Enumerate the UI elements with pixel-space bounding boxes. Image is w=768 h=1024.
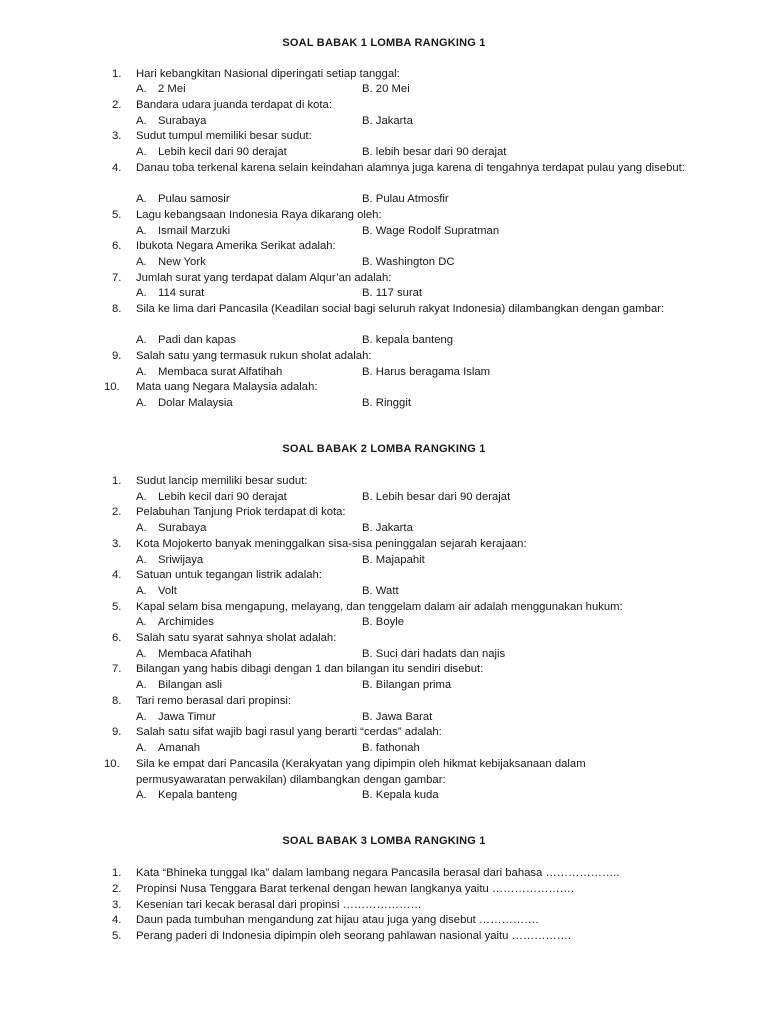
option-b: B. Jakarta	[362, 115, 413, 127]
option-a: Padi dan kapas	[158, 334, 236, 346]
option-b: B. Lebih besar dari 90 derajat	[362, 491, 511, 503]
question-text: Kapal selam bisa mengapung, melayang, dan tenggelam dalam air adalah menggunakan hukum:	[136, 601, 623, 613]
s1-options-9	[136, 365, 696, 381]
question-text: Salah satu syarat sahnya sholat adalah:	[136, 632, 337, 644]
question-number: 4.	[112, 914, 122, 926]
option-a: Pulau samosir	[158, 193, 230, 205]
question-text: Bilangan yang habis dibagi dengan 1 dan bilangan itu sendiri disebut:	[136, 663, 484, 675]
option-a-label: A.	[136, 742, 147, 754]
option-a-label: A.	[136, 83, 147, 95]
option-a: Surabaya	[158, 115, 207, 127]
option-b: B. Harus beragama Islam	[362, 366, 491, 378]
question-text: Danau toba terkenal karena selain keindahan alamnya juga karena di tengahnya terdapat pulau yang disebut:	[136, 162, 685, 174]
question-text: Mata uang Negara Malaysia adalah:	[136, 381, 318, 393]
option-a: New York	[158, 256, 206, 268]
question-text: Sila ke lima dari Pancasila (Keadilan social bagi seluruh rakyat Indonesia) dilambangkan dengan gambar:	[136, 303, 665, 315]
option-b: B. Wage Rodolf Supratman	[362, 225, 500, 237]
question-number: 7.	[112, 663, 122, 675]
option-a-label: A.	[136, 193, 147, 205]
question-number: 2.	[112, 99, 122, 111]
option-a-label: A.	[136, 225, 147, 237]
option-a: Bilangan asli	[158, 679, 223, 691]
question-text: Hari kebangkitan Nasional diperingati setiap tanggal:	[136, 68, 400, 80]
s1-options-7	[136, 286, 696, 302]
option-b: B. kepala banteng	[362, 334, 454, 346]
option-a-label: A.	[136, 554, 147, 566]
question-text: Perang paderi di Indonesia dipimpin oleh seorang pahlawan nasional yaitu …………….	[136, 930, 572, 942]
option-a: Amanah	[158, 742, 201, 754]
option-a-label: A.	[136, 334, 147, 346]
option-b: B. Suci dari hadats dan najis	[362, 648, 506, 660]
s2-options-4	[136, 584, 696, 600]
option-b: B. Majapahit	[362, 554, 425, 566]
question-number: 5.	[112, 930, 122, 942]
option-a-label: A.	[136, 711, 147, 723]
option-a: Membaca Afatihah	[158, 648, 252, 660]
option-b: B. lebih besar dari 90 derajat	[362, 146, 507, 158]
question-number: 9.	[112, 350, 122, 362]
option-a-label: A.	[136, 789, 147, 801]
question-text: Salah satu yang termasuk rukun sholat adalah:	[136, 350, 372, 362]
option-a: Dolar Malaysia	[158, 397, 233, 409]
s2-options-6	[136, 647, 696, 663]
option-a-label: A.	[136, 287, 147, 299]
question-number: 3.	[112, 130, 122, 142]
option-a: Ismail Marzuki	[158, 225, 231, 237]
option-a: Kepala banteng	[158, 789, 238, 801]
option-b: B. Boyle	[362, 616, 405, 628]
question-text: Jumlah surat yang terdapat dalam Alqur’an adalah:	[136, 272, 392, 284]
question-number: 5.	[112, 209, 122, 221]
section2-title: SOAL BABAK 2 LOMBA RANGKING 1	[282, 443, 486, 455]
s2-options-8	[136, 710, 696, 726]
s1-options-3	[136, 145, 696, 161]
option-a-label: A.	[136, 679, 147, 691]
question-text: Satuan untuk tegangan listrik adalah:	[136, 569, 322, 581]
question-text: Lagu kebangsaan Indonesia Raya dikarang oleh:	[136, 209, 382, 221]
option-a: Volt	[158, 585, 177, 597]
question-text: Propinsi Nusa Tenggara Barat terkenal dengan hewan langkanya yaitu ………………….	[136, 883, 575, 895]
question-number: 6.	[112, 240, 122, 252]
s1-options-10	[136, 396, 696, 412]
question-number: 8.	[112, 303, 122, 315]
option-a: Lebih kecil dari 90 derajat	[158, 491, 287, 503]
question-text: Daun pada tumbuhan mengandung zat hijau atau juga yang disebut …………….	[136, 914, 539, 926]
question-text: Tari remo berasal dari propinsi:	[136, 695, 292, 707]
question-text: Ibukota Negara Amerika Serikat adalah:	[136, 240, 336, 252]
question-text: Sudut lancip memiliki besar sudut:	[136, 475, 308, 487]
question-text: Bandara udara juanda terdapat di kota:	[136, 99, 332, 111]
s1-options-2	[136, 114, 696, 130]
option-b: B. Jakarta	[362, 522, 413, 534]
option-a-label: A.	[136, 491, 147, 503]
option-a: Lebih kecil dari 90 derajat	[158, 146, 287, 158]
question-number: 10.	[104, 758, 120, 770]
option-b: B. 20 Mei	[362, 83, 410, 95]
option-b: B. 117 surat	[362, 287, 423, 299]
question-number: 2.	[112, 883, 122, 895]
question-text: Pelabuhan Tanjung Priok terdapat di kota:	[136, 506, 346, 518]
s2-options-2	[136, 521, 696, 537]
question-number: 4.	[112, 162, 122, 174]
question-number: 8.	[112, 695, 122, 707]
question-number: 1.	[112, 867, 122, 879]
question-number: 1.	[112, 475, 122, 487]
option-b: B. Bilangan prima	[362, 679, 452, 691]
option-a: Surabaya	[158, 522, 207, 534]
question-number: 5.	[112, 601, 122, 613]
s1-options-8	[136, 333, 696, 349]
option-b: B. Watt	[362, 585, 399, 597]
s1-options-5	[136, 224, 696, 240]
option-a: Archimides	[158, 616, 214, 628]
question-number: 4.	[112, 569, 122, 581]
question-text: Sila ke empat dari Pancasila (Kerakyatan yang dipimpin oleh hikmat kebijaksanaan dalam permusyawaratan perwakilan) dilambangkan dengan gambar:	[136, 758, 586, 786]
option-a: Jawa Timur	[158, 711, 216, 723]
option-b: B. Washington DC	[362, 256, 455, 268]
question-text: Salah satu sifat wajib bagi rasul yang berarti “cerdas” adalah:	[136, 726, 442, 738]
question-number: 3.	[112, 899, 122, 911]
option-b: B. fathonah	[362, 742, 420, 754]
question-number: 9.	[112, 726, 122, 738]
question-number: 3.	[112, 538, 122, 550]
s1-options-4	[136, 192, 696, 208]
option-a-label: A.	[136, 256, 147, 268]
question-text: Sudut tumpul memiliki besar sudut:	[136, 130, 312, 142]
option-b: B. Ringgit	[362, 397, 411, 409]
option-a: Membaca surat Alfatihah	[158, 366, 283, 378]
s2-options-1	[136, 490, 696, 506]
option-a-label: A.	[136, 397, 147, 409]
section1-title: SOAL BABAK 1 LOMBA RANGKING 1	[282, 37, 486, 49]
s2-options-9	[136, 741, 696, 757]
question-text: Kota Mojokerto banyak meninggalkan sisa-sisa peninggalan sejarah kerajaan:	[136, 538, 527, 550]
s2-options-10	[136, 788, 696, 804]
option-a-label: A.	[136, 648, 147, 660]
section3-title: SOAL BABAK 3 LOMBA RANGKING 1	[282, 835, 486, 847]
question-text: Kata “Bhineka tunggal Ika” dalam lambang negara Pancasila berasal dari bahasa ………………..	[136, 867, 620, 879]
s2-options-3	[136, 553, 696, 569]
option-a: 114 surat	[158, 287, 205, 299]
question-number: 1.	[112, 68, 122, 80]
option-b: B. Pulau Atmosfir	[362, 193, 449, 205]
option-b: B. Jawa Barat	[362, 711, 433, 723]
option-a: Sriwijaya	[158, 554, 204, 566]
option-b: B. Kepala kuda	[362, 789, 439, 801]
s2-options-7	[136, 678, 696, 694]
option-a-label: A.	[136, 522, 147, 534]
question-number: 10.	[104, 381, 120, 393]
s1-options-6	[136, 255, 696, 271]
option-a-label: A.	[136, 115, 147, 127]
option-a-label: A.	[136, 585, 147, 597]
option-a-label: A.	[136, 366, 147, 378]
s1-options-1	[136, 82, 696, 98]
question-text: Kesenian tari kecak berasal dari propinsi …………………	[136, 899, 422, 911]
question-number: 6.	[112, 632, 122, 644]
question-number: 7.	[112, 272, 122, 284]
option-a-label: A.	[136, 146, 147, 158]
s2-options-5	[136, 615, 696, 631]
question-number: 2.	[112, 506, 122, 518]
option-a: 2 Mei	[158, 83, 186, 95]
option-a-label: A.	[136, 616, 147, 628]
